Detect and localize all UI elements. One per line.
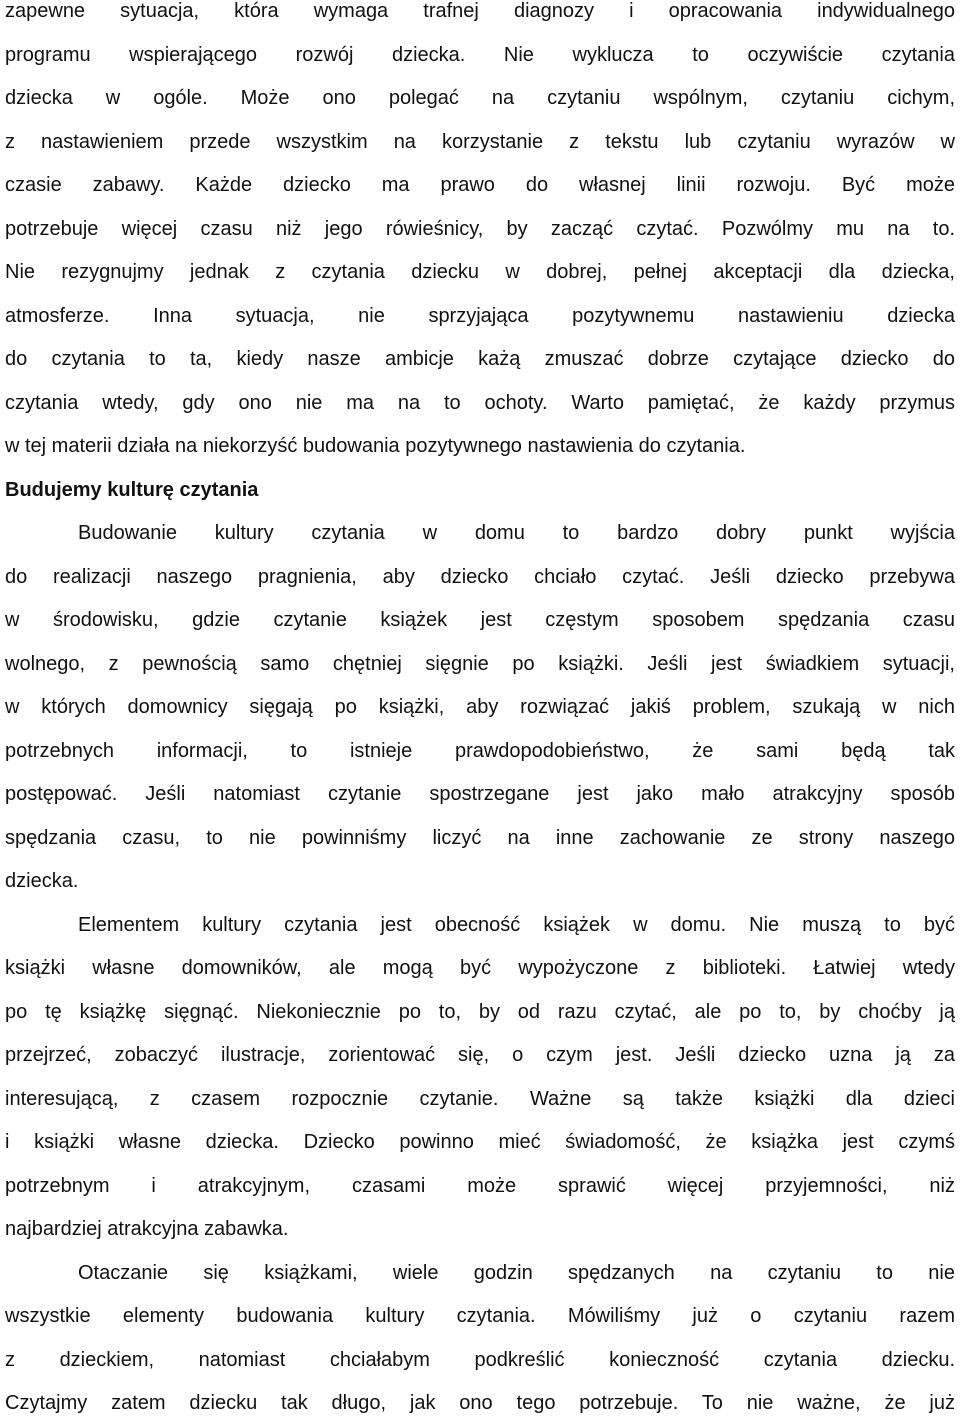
paragraph-line: Otaczanie się książkami, wiele godzin spędzanych na czytaniu to nie xyxy=(78,1261,955,1284)
paragraph-line: najbardziej atrakcyjna zabawka. xyxy=(5,1218,289,1240)
section-heading: Budujemy kulturę czytania xyxy=(5,478,259,501)
paragraph-line: po tę książkę sięgnąć. Niekoniecznie po to, by od razu czytać, ale po to, by choćby ją xyxy=(5,1000,955,1023)
paragraph-line: Nie rezygnujmy jednak z czytania dziecku w dobrej, pełnej akceptacji dla dziecka, xyxy=(5,261,955,283)
paragraph-line: postępować. Jeśli natomiast czytanie spostrzegane jest jako mało atrakcyjny sposób xyxy=(5,783,955,805)
paragraph-line: z nastawieniem przede wszystkim na korzystanie z tekstu lub czytaniu wyrazów w xyxy=(5,130,955,153)
paragraph-line: atmosferze. Inna sytuacja, nie sprzyjająca pozytywnemu nastawieniu dziecka xyxy=(5,304,955,327)
paragraph-line: interesującą, z czasem rozpocznie czytanie. Ważne są także książki dla dzieci xyxy=(5,1087,955,1110)
paragraph-line: wolnego, z pewnością samo chętniej sięgnie po książki. Jeśli jest świadkiem sytuacji, xyxy=(5,652,955,675)
paragraph-line: dziecka w ogóle. Może ono polegać na czytaniu wspólnym, czytaniu cichym, xyxy=(5,87,955,109)
paragraph-line: zapewne sytuacja, która wymaga trafnej diagnozy i opracowania indywidualnego xyxy=(5,0,955,22)
paragraph-line: Budowanie kultury czytania w domu to bardzo dobry punkt wyjścia xyxy=(78,522,955,544)
paragraph-line: programu wspierającego rozwój dziecka. Nie wyklucza to oczywiście czytania xyxy=(5,43,955,66)
paragraph-line: w których domownicy sięgają po książki, aby rozwiązać jakiś problem, szukają w nich xyxy=(5,696,955,718)
paragraph-line: i książki własne dziecka. Dziecko powinno mieć świadomość, że książka jest czymś xyxy=(5,1131,955,1153)
paragraph-3 xyxy=(5,904,955,1252)
paragraph-line: Elementem kultury czytania jest obecność książek w domu. Nie muszą to być xyxy=(78,913,955,936)
paragraph-line: przejrzeć, zobaczyć ilustracje, zorientować się, o czym jest. Jeśli dziecko uzna ją za xyxy=(5,1044,955,1066)
paragraph-2 xyxy=(5,512,955,904)
document-page xyxy=(5,0,955,1426)
paragraph-line: spędzania czasu, to nie powinniśmy liczyć na inne zachowanie ze strony naszego xyxy=(5,826,955,849)
paragraph-line: potrzebnym i atrakcyjnym, czasami może sprawić więcej przyjemności, niż xyxy=(5,1174,955,1197)
paragraph-line: w środowisku, gdzie czytanie książek jest częstym sposobem spędzania czasu xyxy=(5,609,955,631)
paragraph-line: wszystkie elementy budowania kultury czytania. Mówiliśmy już o czytaniu razem xyxy=(5,1305,955,1327)
paragraph-line: z dzieckiem, natomiast chciałabym podkreślić konieczność czytania dziecku. xyxy=(5,1348,955,1371)
paragraph-4 xyxy=(5,1252,955,1426)
paragraph-line: czytania wtedy, gdy ono nie ma na to ochoty. Warto pamiętać, że każdy przymus xyxy=(5,391,955,414)
paragraph-line: Czytajmy zatem dziecku tak długo, jak ono tego potrzebuje. To nie ważne, że już xyxy=(5,1392,955,1414)
paragraph-line: w tej materii działa na niekorzyść budowania pozytywnego nastawienia do czytania. xyxy=(5,435,746,457)
paragraph-line: potrzebuje więcej czasu niż jego rówieśnicy, by zacząć czytać. Pozwólmy mu na to. xyxy=(5,217,955,240)
paragraph-line: dziecka. xyxy=(5,870,79,892)
paragraph-line: czasie zabawy. Każde dziecko ma prawo do własnej linii rozwoju. Być może xyxy=(5,174,955,196)
paragraph-line: potrzebnych informacji, to istnieje prawdopodobieństwo, że sami będą tak xyxy=(5,739,955,762)
paragraph-1 xyxy=(5,0,955,469)
paragraph-line: do realizacji naszego pragnienia, aby dziecko chciało czytać. Jeśli dziecko przebywa xyxy=(5,565,955,588)
paragraph-line: książki własne domowników, ale mogą być wypożyczone z biblioteki. Łatwiej wtedy xyxy=(5,957,955,979)
paragraph-line: do czytania to ta, kiedy nasze ambicje każą zmuszać dobrze czytające dziecko do xyxy=(5,348,955,370)
